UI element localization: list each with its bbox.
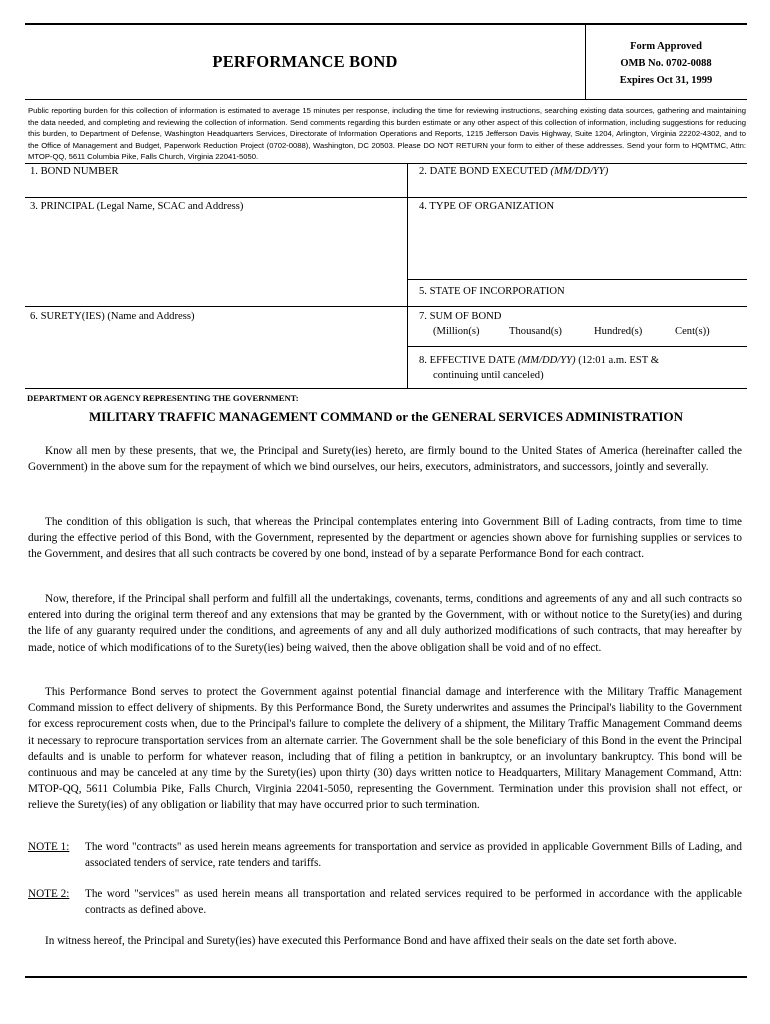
- sum-millions-label: (Million(s): [433, 326, 480, 337]
- paragraph-text: Know all men by these presents, that we, the Principal and Surety(ies) hereto, are firmly bound to the United States of America (hereinafter called the Government) in the above sum for the repayment of which we bind ourselves, our heirs, executors, administrators, and successors, jointly and severally.: [28, 445, 742, 474]
- effective-date-format: (MM/DD/YY): [517, 355, 576, 366]
- paragraph-bound: [28, 443, 742, 475]
- note-1: [28, 839, 742, 871]
- form-bottom-divider: [25, 388, 747, 389]
- paragraph-text: In witness hereof, the Principal and Surety(ies) have executed this Performance Bond and have affixed their seals on the date set forth above.: [45, 935, 677, 947]
- field-date-executed[interactable]: [419, 165, 608, 179]
- field-sum-of-bond[interactable]: 7. SUM OF BOND: [419, 311, 502, 322]
- form-approved-label: Form Approved: [630, 41, 702, 52]
- row1-divider: [25, 197, 747, 198]
- date-executed-label: 2. DATE BOND EXECUTED: [419, 166, 548, 177]
- effective-date-time: (12:01 a.m. EST &: [578, 355, 659, 366]
- bottom-border: [25, 976, 747, 978]
- expiration-date: Expires Oct 31, 1999: [619, 75, 713, 86]
- paragraph-protection: [28, 684, 742, 814]
- field-surety[interactable]: 6. SURETY(IES) (Name and Address): [30, 311, 195, 322]
- sum-cents-label: Cent(s)): [675, 326, 710, 337]
- paragraph-witness: [28, 933, 742, 949]
- paragraph-text: The condition of this obligation is such, that whereas the Principal contemplates entering into Government Bill of Lading contracts, from time to time during the effective period of this Bond, with the Government, represented by the department or agencies shown above for furnishing supplies or services to the Government, and desires that all such contracts be covered by one bond, instead of by a separate Performance Bond for each contract.: [28, 516, 742, 561]
- note-label: NOTE 2:: [28, 888, 70, 900]
- header-divider: [25, 99, 747, 100]
- field-organization-type[interactable]: 4. TYPE OF ORGANIZATION: [419, 201, 555, 212]
- sum-hundreds-label: Hundred(s): [594, 326, 643, 337]
- sum-thousands-label: Thousand(s): [509, 326, 562, 337]
- omb-number: OMB No. 0702-0088: [620, 58, 712, 69]
- note-text: The word "services" as used herein means all transportation and related services required to be performed in accordance with the applicable contracts as defined above.: [85, 888, 742, 917]
- field-principal[interactable]: 3. PRINCIPAL (Legal Name, SCAC and Address): [30, 201, 244, 212]
- burden-divider: [25, 163, 747, 164]
- note-label: NOTE 1:: [28, 841, 70, 853]
- burden-statement: Public reporting burden for this collection of information is estimated to average 15 minutes per response, including the time for reviewing instructions, searching existing data sources, gathering and maintaining the data needed, and completing and reviewing the collection of information. Send comments regarding this burden estimate or any other aspect of this collection of information, including suggestions for reducing this burden, to Department of Defense, Washington Headquarters Services, Directorate of Information Operations and Reports, 1215 Jefferson Davis Highway, Suite 1204, Arlington, Virginia 22202-4302, and to the Office of Management and Budget, Paperwork Reduction Project (0702-0088), Washington, DC 20503. Please DO NOT RETURN your form to either of these addresses. Send your form to HQMTMC, Attn: MTOP-QQ, 5611 Columbia Pike, Falls Church, Virginia 22041-5050.: [28, 106, 746, 162]
- effective-date-label: 8. EFFECTIVE DATE: [419, 355, 516, 366]
- paragraph-condition: [28, 514, 742, 563]
- note-2: [28, 886, 742, 918]
- paragraph-obligation: [28, 591, 742, 656]
- top-border: [25, 23, 747, 25]
- state-divider: [407, 279, 747, 280]
- date-executed-format: (MM/DD/YY): [550, 166, 609, 177]
- form-vertical-divider: [407, 163, 408, 388]
- department-name: MILITARY TRAFFIC MANAGEMENT COMMAND or the GENERAL SERVICES ADMINISTRATION: [88, 409, 683, 424]
- department-label: DEPARTMENT OR AGENCY REPRESENTING THE GOVERNMENT:: [27, 393, 299, 403]
- row-surety-divider: [25, 306, 747, 307]
- paragraph-text: Now, therefore, if the Principal shall perform and fulfill all the undertakings, covenants, terms, conditions and agreements of any and all such contracts so entered into during the original term thereof and any extensions that may be granted by the Government, with or without notice to the Surety(ies) and during the life of any guaranty required under the conditions, and agreements of any and all duly authorized modifications of such contracts, that may hereafter by made, notice of which modifications of to the Surety(ies) being waived, then the above obligation shall be void and of no effect.: [28, 593, 742, 654]
- paragraph-text: This Performance Bond serves to protect the Government against potential financial damage and interference with the Military Traffic Management Command mission to effect delivery of shipments. By this Performance Bond, the Surety underwrites and assumes the Principal's liability to the Government for excess reprocurement costs when, due to the Principal's failure to complete the delivery of a shipment, the Military Traffic Management Command deems it necessary to reprocure transportation services from an alternate carrier. The Government shall be the sole beneficiary of this Bond in the event the Principal defaults and is unable to perform for whatever reason, including that of filing a petition in bankruptcy, or an involuntary bankruptcy. This bond will be continuous and may be canceled at any time by the Surety(ies) upon thirty (30) days written notice to Headquarters, Military Management Command, Attn: MTOP-QQ, 5611 Columbia Pike, Falls Church, Virginia 22041-5050, representing the Government. Termination under this provision shall not effect, or relieve the Surety(ies) of any obligation or liability that may have occurred prior to such termination.: [28, 686, 742, 812]
- field-state-of-incorporation[interactable]: 5. STATE OF INCORPORATION: [419, 286, 565, 297]
- note-text: The word "contracts" as used herein means agreements for transportation and service as provided in applicable Government Bills of Lading, and associated tenders of service, rate tenders and tariffs.: [85, 841, 742, 870]
- effective-divider: [407, 346, 747, 347]
- field-effective-date[interactable]: [419, 354, 659, 368]
- effective-date-continuation: continuing until canceled): [433, 370, 544, 381]
- field-bond-number[interactable]: 1. BOND NUMBER: [30, 166, 119, 177]
- form-title: PERFORMANCE BOND: [212, 52, 398, 71]
- omb-approval-block: [585, 38, 747, 89]
